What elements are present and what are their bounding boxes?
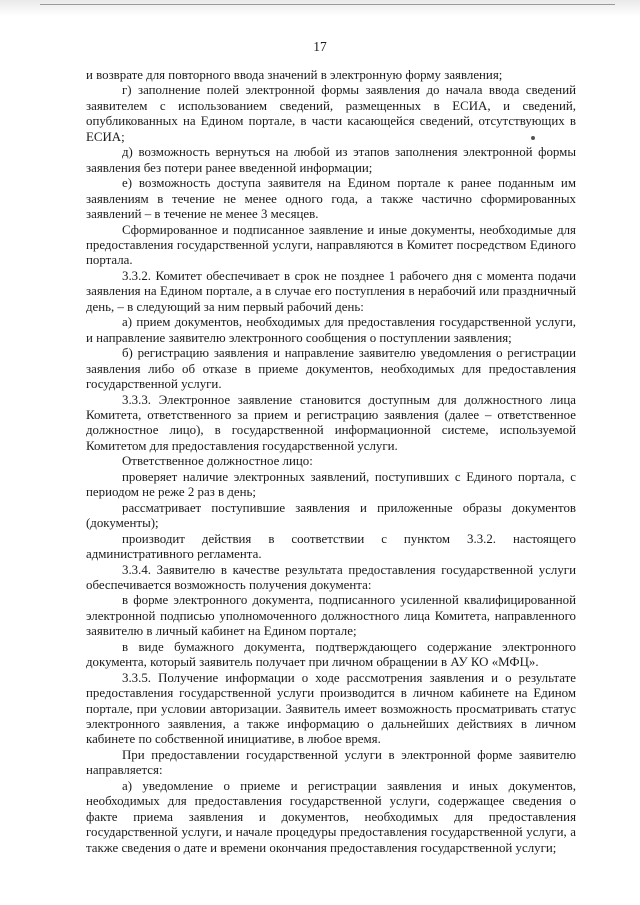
paragraph: 3.3.3. Электронное заявление становится доступным для должностного лица Комитета, ответственного за прием и регистрацию заявления (далее – ответственное должностное лицо), в государственной информационной системе, используемой Комитетом для предоставления государственной услуги. bbox=[86, 392, 576, 453]
document-body bbox=[86, 68, 576, 856]
paragraph: При предоставлении государственной услуги в электронной форме заявителю направляется: bbox=[86, 747, 576, 778]
scan-top-edge bbox=[0, 0, 640, 16]
paragraph: а) прием документов, необходимых для предоставления государственной услуги, и направление заявителю электронного сообщения о поступлении заявления; bbox=[86, 315, 576, 345]
paragraph: 3.3.4. Заявителю в качестве результата предоставления государственной услуги обеспечивается возможность получения документа: bbox=[86, 562, 576, 592]
paragraph: в форме электронного документа, подписанного усиленной квалифицированной электронной подписью уполномоченного должностного лица Комитета, направленного заявителю в личный кабинет на Едином портале; bbox=[86, 593, 576, 639]
paragraph: а) уведомление о приеме и регистрации заявления и иных документов, необходимых для предоставления государственной услуги, содержащее сведения о факте приема заявления и документов, необходимых для предоставления государственной услуги, и начале процедуры предоставления государственной услуги, а также сведения о дате и времени окончания предоставления государственной услуги; bbox=[86, 778, 576, 855]
paragraph: д) возможность вернуться на любой из этапов заполнения электронной формы заявления без потери ранее введенной информации; bbox=[86, 145, 576, 175]
paragraph: 3.3.2. Комитет обеспечивает в срок не позднее 1 рабочего дня с момента подачи заявления на Едином портале, а в случае его поступления в нерабочий или праздничный день, – в следующий за ним первый рабочий день: bbox=[86, 268, 576, 314]
paragraph: е) возможность доступа заявителя на Едином портале к ранее поданным им заявлениям в течение не менее одного года, а также частично сформированных заявлений – в течение не менее 3 месяцев. bbox=[86, 176, 576, 222]
paragraph: г) заполнение полей электронной формы заявления до начала ввода сведений заявителем с использованием сведений, размещенных в ЕСИА, и сведений, опубликованных на Едином портале, в части касающейся сведений, отсутствующих в ЕСИА; bbox=[86, 83, 576, 144]
paragraph: проверяет наличие электронных заявлений, поступивших с Единого портала, с периодом не реже 2 раз в день; bbox=[86, 469, 576, 500]
paragraph: и возврате для повторного ввода значений в электронную форму заявления; bbox=[86, 68, 503, 82]
paragraph: б) регистрацию заявления и направление заявителю уведомления о регистрации заявления либо об отказе в приеме документов, необходимых для предоставления государственной услуги. bbox=[86, 346, 576, 392]
paragraph: в виде бумажного документа, подтверждающего содержание электронного документа, который заявитель получает при личном обращении в АУ КО «МФЦ». bbox=[86, 639, 576, 670]
paragraph: производит действия в соответствии с пунктом 3.3.2. настоящего административного регламента. bbox=[86, 531, 576, 562]
paragraph: 3.3.5. Получение информации о ходе рассмотрения заявления и о результате предоставления государственной услуги производится в личном кабинете на Едином портале, при условии авторизации. Заявитель имеет возможность просматривать статус электронного заявления, а также информацию о дальнейших действиях в личном кабинете по собственной инициативе, в любое время. bbox=[86, 670, 576, 747]
paragraph: рассматривает поступившие заявления и приложенные образы документов (документы); bbox=[86, 500, 576, 531]
paragraph: Ответственное должностное лицо: bbox=[122, 454, 313, 469]
page-number: 17 bbox=[313, 39, 327, 54]
paragraph: Сформированное и подписанное заявление и иные документы, необходимые для предоставления государственной услуги, направляются в Комитет посредством Единого портала. bbox=[86, 222, 576, 268]
